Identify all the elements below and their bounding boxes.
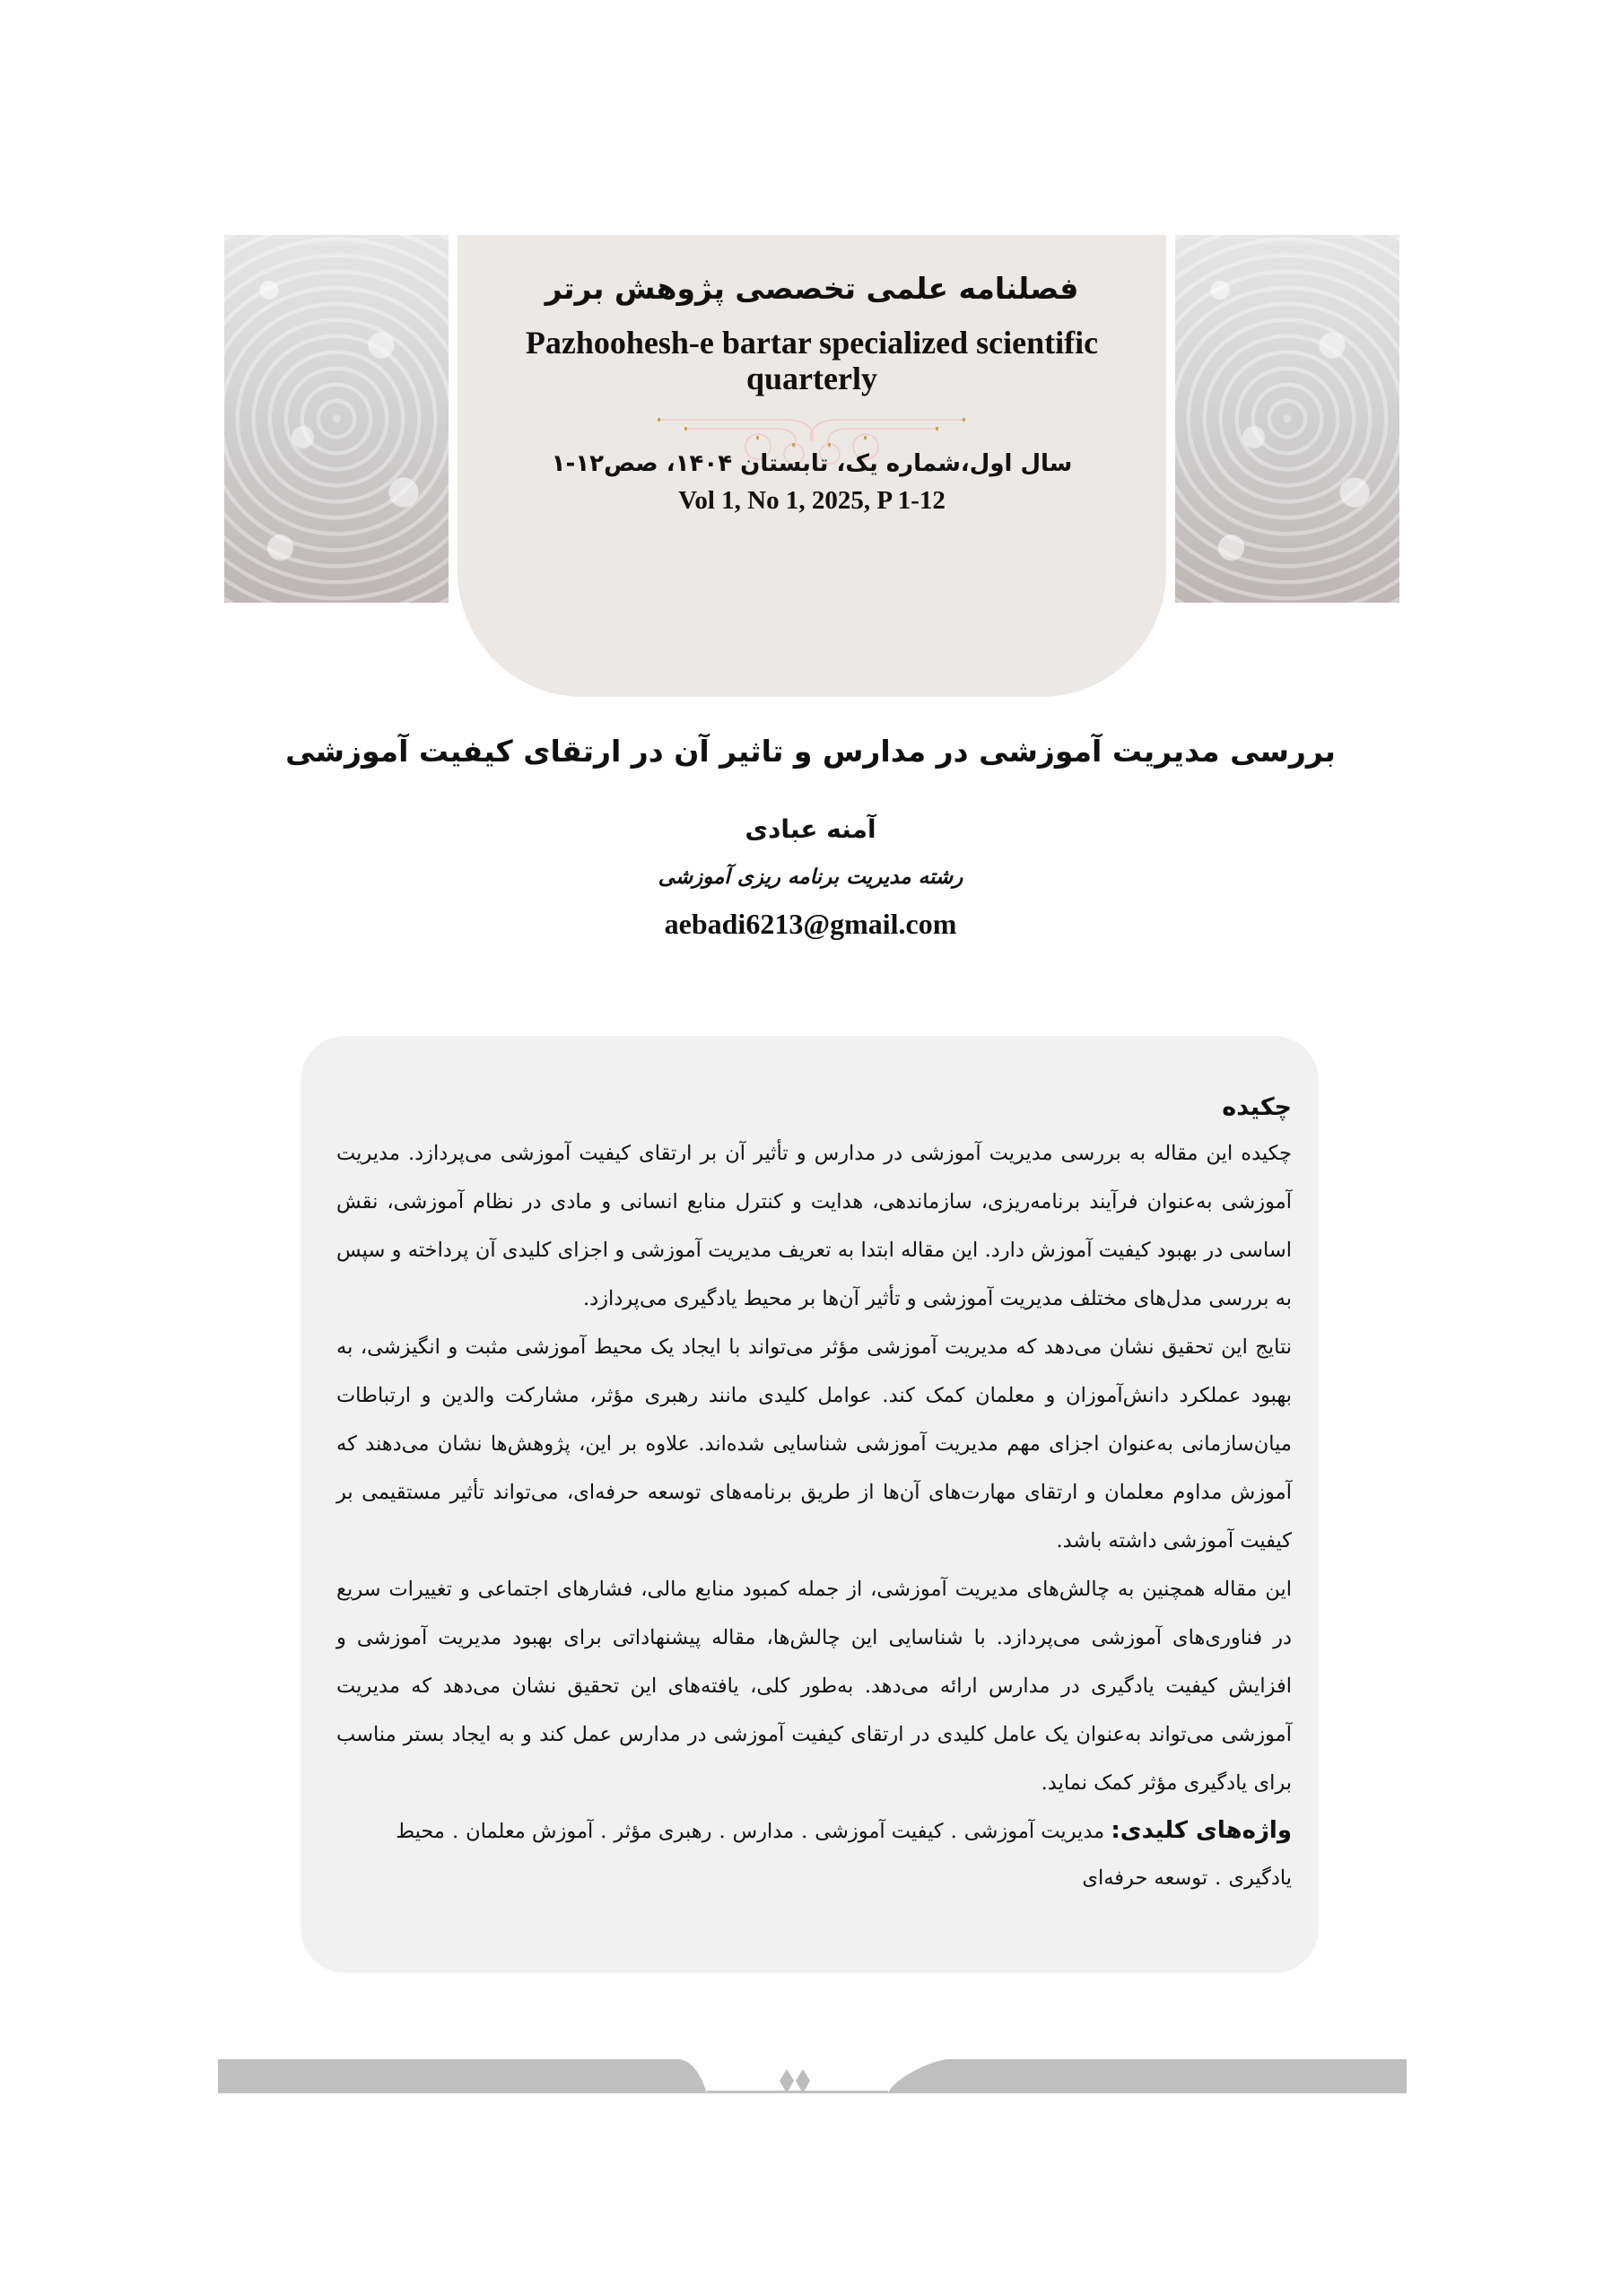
keyword: رهبری مؤثر [614,1820,712,1843]
keyword: مدارس [732,1820,795,1843]
keywords-label: واژه‌های کلیدی: [1111,1817,1292,1844]
keyword-separator: . [600,1820,607,1843]
keyword: محیط یادگیری [396,1820,1292,1890]
author-affiliation: رشته مدیریت برنامه ریزی آموزشی [658,865,963,889]
journal-title-fa: فصلنامه علمی تخصصی پژوهش برتر [545,271,1079,306]
journal-info-panel [458,235,1166,697]
keyword-separator: . [950,1820,957,1843]
keyword: مدیریت آموزشی [963,1820,1105,1843]
footer-divider-icon [218,2034,1407,2097]
abstract-heading: چکیده [1222,1093,1292,1121]
keyword: آموزش معلمان [466,1820,594,1843]
floral-pattern-left [224,235,449,603]
journal-volume-fa: سال اول،شماره یک، تابستان ۱۴۰۴، صص۱۲-۱ [551,450,1073,477]
keyword-separator: . [451,1820,459,1843]
abstract-paragraph: چکیده این مقاله به بررسی مدیریت آموزشی در مدارس و تأثیر آن بر ارتقای کیفیت آموزشی می‌پردازد. مدیریت آموزشی به‌عنوان فرآیند برنامه‌ریزی، سازماندهی، هدایت و کنترل منابع انسانی و مادی در نظام آموزشی، نقش اساسی در بهبود کیفیت آموزش دارد. این مقاله ابتدا به تعریف مدیریت آموزشی و اجزای کلیدی آن پرداخته و سپس به بررسی مدل‌های مختلف مدیریت آموزشی و تأثیر آن‌ها بر محیط یادگیری می‌پردازد. [336,1142,1292,1310]
author-email[interactable]: aebadi6213@gmail.com [664,908,957,940]
keyword-separator: . [801,1820,808,1843]
journal-header-banner [224,235,1399,701]
keyword: توسعه حرفه‌ای [1082,1866,1208,1890]
keyword: کیفیت آموزشی [815,1820,944,1843]
keyword-separator: . [719,1820,726,1843]
journal-title-en: Pazhoohesh-e bartar specialized scientific quarterly [525,325,1099,396]
abstract-paragraph: این مقاله همچنین به چالش‌های مدیریت آموزشی، از جمله کمبود منابع مالی، فشارهای اجتماعی و تغییرات سریع در فناوری‌های آموزشی می‌پردازد. با شناسایی این چالش‌ها، مقاله پیشنهاداتی برای بهبود مدیریت آموزشی و افزایش کیفیت یادگیری در مدارس ارائه می‌دهد. به‌طور کلی، یافته‌های این تحقیق نشان می‌دهد که مدیریت آموزشی می‌تواند به‌عنوان یک عامل کلیدی در ارتقای کیفیت آموزشی در مدارس عمل کند و به ایجاد بستر مناسب برای یادگیری مؤثر کمک نماید. [336,1578,1292,1795]
journal-volume-en: Vol 1, No 1, 2025, P 1-12 [678,486,946,515]
author-name: آمنه عبادی [745,814,876,844]
keywords-line [336,1807,1292,1901]
abstract-box [301,1036,1319,1973]
keyword-separator: . [1215,1866,1222,1890]
article-title: بررسی مدیریت آموزشی در مدارس و تاثیر آن در ارتقای کیفیت آموزشی [285,734,1336,769]
floral-pattern-right [1175,235,1399,603]
abstract-paragraph: نتایج این تحقیق نشان می‌دهد که مدیریت آموزشی مؤثر می‌تواند با ایجاد یک محیط آموزشی مثبت و انگیزشی، به بهبود عملکرد دانش‌آموزان و معلمان کمک کند. عوامل کلیدی مانند رهبری مؤثر، مشارکت والدین و ارتباطات میان‌سازمانی به‌عنوان اجزای مهم مدیریت آموزشی شناسایی شده‌اند. علاوه بر این، پژوهش‌ها نشان می‌دهند که آموزش مداوم معلمان و ارتقای مهارت‌های آن‌ها از طریق برنامه‌های توسعه حرفه‌ای، می‌تواند تأثیر مستقیمی بر کیفیت آموزشی داشته باشد. [336,1335,1292,1552]
